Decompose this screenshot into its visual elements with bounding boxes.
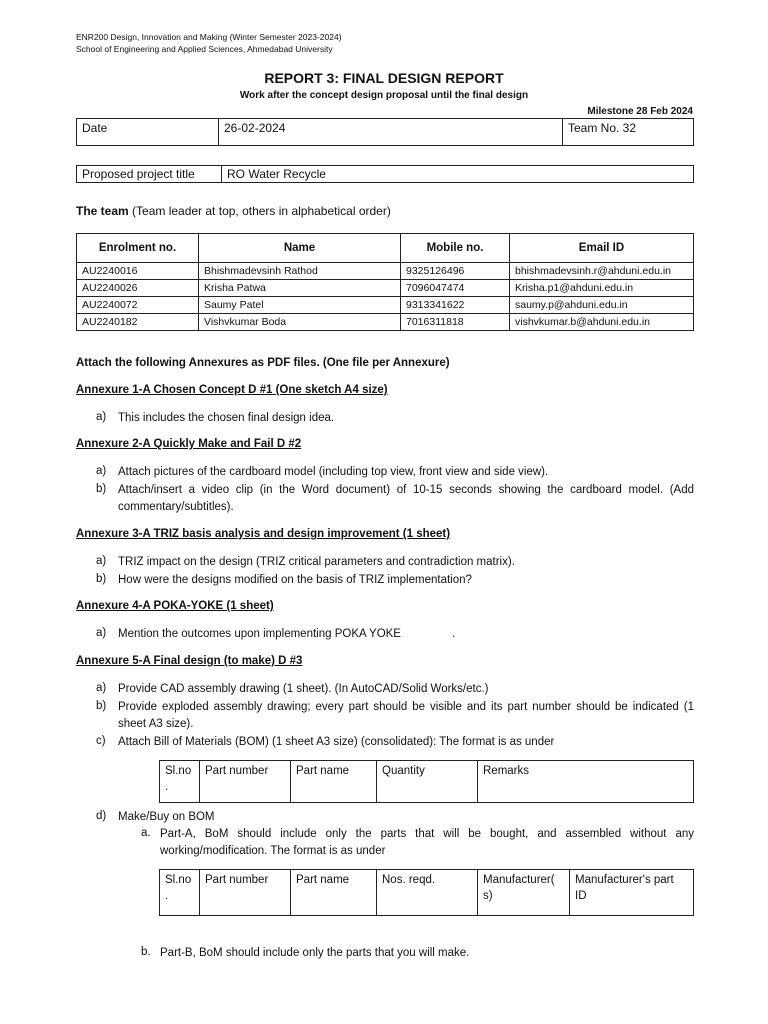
annexure-3-heading: Annexure 3-A TRIZ basis analysis and design improvement (1 sheet): [76, 528, 451, 540]
project-title-label: Proposed project title: [77, 166, 222, 183]
bom-col-remarks: Remarks: [478, 761, 694, 803]
part-a-format-table: [159, 869, 694, 916]
bom-format-table: [159, 760, 694, 803]
list-label: b): [96, 573, 107, 585]
date-team-table: [76, 118, 694, 146]
bom-col-part-number: Part number: [200, 761, 291, 803]
report-title: REPORT 3: FINAL DESIGN REPORT: [264, 70, 504, 86]
attach-note: Attach the following Annexures as PDF files. (One file per Annexure): [76, 357, 450, 369]
team-table: [76, 233, 694, 331]
date-label: Date: [77, 119, 219, 146]
table-row: [77, 297, 694, 314]
list-label: a): [96, 627, 107, 639]
list-label: a): [96, 411, 107, 423]
email-cell: Krisha.p1@ahduni.edu.in: [510, 280, 694, 297]
col-name: Name: [199, 234, 401, 263]
email-cell: bhishmadevsinh.r@ahduni.edu.in: [510, 263, 694, 280]
enrolment-cell: AU2240026: [77, 280, 199, 297]
list-label: b): [96, 700, 107, 712]
sub-list-item: Part-A, BoM should include only the parts that will be bought, and assembled without any working/modification. The format is as under: [160, 828, 694, 857]
bom-col-part-name: Part name: [291, 761, 377, 803]
parta-col-manufacturer: Manufacturer( s): [478, 870, 570, 916]
table-row: [77, 314, 694, 331]
parta-col-manufacturer-part-id: Manufacturer's part ID: [570, 870, 694, 916]
name-cell: Vishvkumar Boda: [199, 314, 401, 331]
team-table-header: [77, 234, 694, 263]
list-label: a): [96, 465, 107, 477]
list-item: This includes the chosen final design idea.: [118, 412, 335, 424]
list-item: Mention the outcomes upon implementing POKA YOKE .: [118, 628, 456, 640]
bom-col-quantity: Quantity: [377, 761, 478, 803]
annexure-1-heading: Annexure 1-A Chosen Concept D #1 (One sketch A4 size): [76, 384, 388, 396]
list-item: Attach pictures of the cardboard model (including top view, front view and side view).: [118, 466, 549, 478]
mobile-cell: 7096047474: [401, 280, 510, 297]
email-cell: saumy.p@ahduni.edu.in: [510, 297, 694, 314]
list-label: b): [96, 483, 107, 495]
enrolment-cell: AU2240072: [77, 297, 199, 314]
bom-col-slno: Sl.no .: [160, 761, 200, 803]
list-label: a): [96, 555, 107, 567]
annexure-2-heading: Annexure 2-A Quickly Make and Fail D #2: [76, 438, 302, 450]
name-cell: Bhishmadevsinh Rathod: [199, 263, 401, 280]
mobile-cell: 7016311818: [401, 314, 510, 331]
list-item: Provide CAD assembly drawing (1 sheet). (In AutoCAD/Solid Works/etc.): [118, 683, 489, 695]
list-item: How were the designs modified on the basis of TRIZ implementation?: [118, 574, 472, 586]
name-cell: Krisha Patwa: [199, 280, 401, 297]
name-cell: Saumy Patel: [199, 297, 401, 314]
col-email: Email ID: [510, 234, 694, 263]
school-header: School of Engineering and Applied Sciences, Ahmedabad University: [76, 44, 333, 54]
parta-col-part-number: Part number: [200, 870, 291, 916]
table-row: [77, 280, 694, 297]
team-heading-note: (Team leader at top, others in alphabetical order): [128, 204, 391, 218]
report-subtitle: Work after the concept design proposal until the final design: [239, 90, 529, 101]
project-title-table: [76, 165, 694, 183]
list-label: a): [96, 682, 107, 694]
parta-col-nos-reqd: Nos. reqd.: [377, 870, 478, 916]
team-heading: [76, 204, 391, 218]
parta-col-part-name: Part name: [291, 870, 377, 916]
milestone: Milestone 28 Feb 2024: [587, 106, 693, 117]
enrolment-cell: AU2240016: [77, 263, 199, 280]
parta-col-slno: Sl.no .: [160, 870, 200, 916]
col-mobile: Mobile no.: [401, 234, 510, 263]
annexure-5-heading: Annexure 5-A Final design (to make) D #3: [76, 655, 303, 667]
sub-list-label: a.: [141, 827, 151, 839]
list-item: Attach Bill of Materials (BOM) (1 sheet A3 size) (consolidated): The format is as under: [118, 736, 555, 748]
team-number: Team No. 32: [563, 119, 694, 146]
sub-list-label: b.: [141, 946, 151, 958]
list-label: c): [96, 735, 106, 747]
annexure-4-heading: Annexure 4-A POKA-YOKE (1 sheet): [76, 600, 274, 612]
list-item: Provide exploded assembly drawing; every part should be visible and its part number should be indicated (1 sheet A3 size).: [118, 701, 694, 730]
project-title-value: RO Water Recycle: [222, 166, 694, 183]
mobile-cell: 9325126496: [401, 263, 510, 280]
course-header: ENR200 Design, Innovation and Making (Winter Semester 2023-2024): [76, 32, 342, 42]
table-row: [77, 263, 694, 280]
enrolment-cell: AU2240182: [77, 314, 199, 331]
date-value: 26-02-2024: [219, 119, 563, 146]
email-cell: vishvkumar.b@ahduni.edu.in: [510, 314, 694, 331]
mobile-cell: 9313341622: [401, 297, 510, 314]
sub-list-item: Part-B, BoM should include only the parts that you will make.: [160, 947, 470, 959]
list-item: TRIZ impact on the design (TRIZ critical parameters and contradiction matrix).: [118, 556, 515, 568]
list-label: d): [96, 810, 107, 822]
team-heading-bold: The team: [76, 204, 129, 218]
col-enrolment: Enrolment no.: [77, 234, 199, 263]
list-item: Attach/insert a video clip (in the Word document) of 10-15 seconds showing the cardboard model. (Add commentary/subtitles).: [118, 484, 694, 513]
list-item: Make/Buy on BOM: [118, 811, 215, 823]
